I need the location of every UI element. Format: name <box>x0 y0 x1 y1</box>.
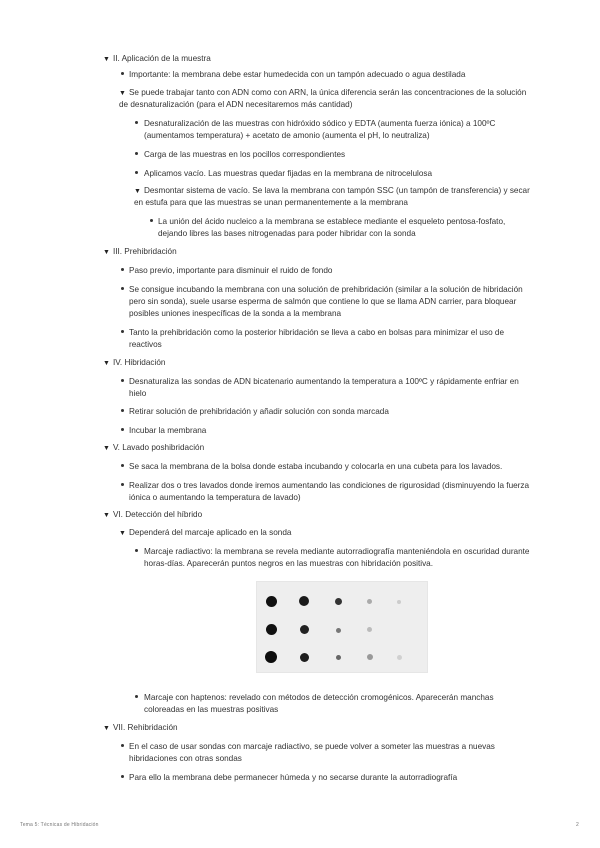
toggle-icon[interactable]: ▼ <box>119 90 126 97</box>
toggle-section-ii[interactable] <box>103 53 211 65</box>
bullet-icon <box>150 219 153 222</box>
toggle-section-v[interactable] <box>103 442 204 454</box>
toggle-subsection[interactable] <box>119 87 526 99</box>
subsection-text: Desmontar sistema de vacío. Se lava la membrana con tampón SSC (un tampón de transferencia) y secar <box>143 186 530 195</box>
subsection-text-cont: de desnaturalización (para el ADN necesitaremos más cantidad) <box>119 100 353 109</box>
list-item: Paso previo, importante para disminuir el ruido de fondo <box>129 266 333 275</box>
list-item: Importante: la membrana debe estar humedecida con un tampón adecuado o agua destilada <box>129 70 466 79</box>
bullet-icon <box>121 330 124 333</box>
list-item-cont: posibles uniones inespecíficas de la sonda a la membrana <box>129 309 342 318</box>
subsection-text-cont: en estufa para que las muestras se unan permanentemente a la membrana <box>134 198 408 207</box>
list-item: Se saca la membrana de la bolsa donde estaba incubando y colocarla en una cubeta para los lavados. <box>129 462 503 471</box>
section-title: IV. Hibridación <box>112 358 166 367</box>
toggle-icon[interactable]: ▼ <box>103 512 110 519</box>
section-title: V. Lavado poshibridación <box>112 443 205 452</box>
blot-spot <box>299 596 309 606</box>
subsection-text: Se puede trabajar tanto con ADN como con ARN, la única diferencia serán las concentraciones de la solución <box>128 88 527 97</box>
bullet-icon <box>121 428 124 431</box>
toggle-icon[interactable]: ▼ <box>119 530 126 537</box>
list-item: Desnaturaliza las sondas de ADN bicatenario aumentando la temperatura a 100ºC y rápidamente enfriar en <box>129 377 519 386</box>
list-item: Para ello la membrana debe permanecer húmeda y no secarse durante la autorradiografía <box>129 773 458 782</box>
bullet-icon <box>121 464 124 467</box>
bullet-icon <box>121 287 124 290</box>
bullet-icon <box>135 695 138 698</box>
blot-spot <box>367 627 372 632</box>
blot-spot <box>367 599 372 604</box>
section-title: II. Aplicación de la muestra <box>112 54 211 63</box>
toggle-section-vi[interactable] <box>103 509 202 521</box>
bullet-icon <box>135 549 138 552</box>
toggle-icon[interactable]: ▼ <box>103 445 110 452</box>
list-item-cont: iónica o aumentando la temperatura de lavado) <box>129 493 301 502</box>
list-item: Desnaturalización de las muestras con hidróxido sódico y EDTA (aumenta fuerza iónica) a 100ºC <box>144 119 496 128</box>
subsection-text: Dependerá del marcaje aplicado en la sonda <box>128 528 292 537</box>
toggle-subsection[interactable] <box>119 527 291 539</box>
toggle-subsection[interactable] <box>134 185 530 197</box>
list-item-cont: pero sin sonda), suele usarse esperma de salmón que contiene lo que se llama ADN carrier, para bloquear <box>129 297 517 306</box>
section-title: VI. Detección del híbrido <box>112 510 203 519</box>
blot-spot <box>300 653 309 662</box>
bullet-icon <box>135 152 138 155</box>
list-item: Realizar dos o tres lavados donde iremos aumentando las condiciones de rigurosidad (disminuyendo la fuerza <box>129 481 530 490</box>
bullet-icon <box>135 171 138 174</box>
bullet-icon <box>135 121 138 124</box>
footer-title: Tema 5: Técnicas de Hibridación <box>20 822 99 828</box>
bullet-icon <box>121 483 124 486</box>
list-item-cont: coloreadas en las muestras positivas <box>144 705 279 714</box>
blot-spot <box>397 655 402 660</box>
list-item: La unión del ácido nucleico a la membrana se establece mediante el esqueleto pentosa-fosfato, <box>158 217 506 226</box>
blot-spot <box>336 655 341 660</box>
blot-spot <box>266 596 277 607</box>
section-title: III. Prehibridación <box>112 247 177 256</box>
list-item-cont: (aumentamos temperatura) + acetato de amonio (aumenta el pH, lo neutraliza) <box>144 131 430 140</box>
list-item: Tanto la prehibridación como la posterior hibridación se lleva a cabo en bolsas para minimizar el uso de <box>129 328 505 337</box>
list-item: Marcaje radiactivo: la membrana se revela mediante autorradiografía manteniéndola en oscuridad durante <box>144 547 530 556</box>
toggle-icon[interactable]: ▼ <box>103 725 110 732</box>
toggle-icon[interactable]: ▼ <box>103 360 110 367</box>
blot-spot <box>265 651 277 663</box>
list-item-cont: horas-días. Aparecerán puntos negros en las muestras con hibridación positiva. <box>144 559 434 568</box>
list-item-cont: hibridaciones con otras sondas <box>129 754 242 763</box>
toggle-section-iii[interactable] <box>103 246 177 258</box>
list-item: Se consigue incubando la membrana con una solución de prehibridación (similar a la solución de hibridación <box>129 285 523 294</box>
section-title: VII. Rehibridación <box>112 723 178 732</box>
dot-blot-image <box>256 581 428 673</box>
toggle-icon[interactable]: ▼ <box>103 56 110 63</box>
toggle-section-iv[interactable] <box>103 357 165 369</box>
blot-spot <box>335 598 342 605</box>
bullet-icon <box>121 775 124 778</box>
toggle-icon[interactable]: ▼ <box>103 249 110 256</box>
list-item: Marcaje con haptenos: revelado con métodos de detección cromogénicos. Aparecerán manchas <box>144 693 494 702</box>
bullet-icon <box>121 379 124 382</box>
page-number: 2 <box>576 822 579 828</box>
list-item-cont: dejando libres las bases nitrogenadas para poder hibridar con la sonda <box>158 229 416 238</box>
list-item-cont: hielo <box>129 389 147 398</box>
bullet-icon <box>121 409 124 412</box>
list-item: Incubar la membrana <box>129 426 207 435</box>
toggle-icon[interactable]: ▼ <box>134 188 141 195</box>
list-item: Aplicamos vacío. Las muestras quedar fijadas en la membrana de nitrocelulosa <box>144 169 433 178</box>
bullet-icon <box>121 744 124 747</box>
blot-spot <box>367 654 373 660</box>
blot-spot <box>336 628 341 633</box>
list-item: Retirar solución de prehibridación y añadir solución con sonda marcada <box>129 407 389 416</box>
blot-spot <box>397 600 401 604</box>
blot-spot <box>266 624 277 635</box>
list-item: Carga de las muestras en los pocillos correspondientes <box>144 150 346 159</box>
list-item-cont: reactivos <box>129 340 162 349</box>
list-item: En el caso de usar sondas con marcaje radiactivo, se puede volver a someter las muestras a nuevas <box>129 742 495 751</box>
bullet-icon <box>121 72 124 75</box>
bullet-icon <box>121 268 124 271</box>
toggle-section-vii[interactable] <box>103 722 178 734</box>
blot-spot <box>300 625 309 634</box>
